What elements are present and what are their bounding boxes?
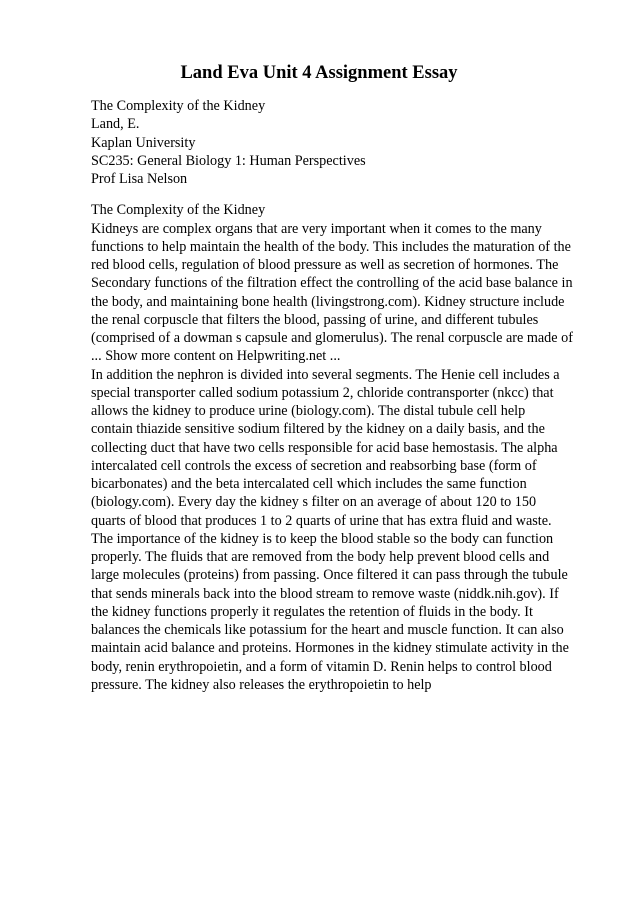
text-line: body, renin erythropoietin, and a form of vitamin D. Renin helps to control blood [91, 658, 552, 675]
document-title: Land Eva Unit 4 Assignment Essay [180, 63, 458, 83]
header-author: Land, E. [91, 116, 140, 133]
text-line: (biology.com). Every day the kidney s filter on an average of about 120 to 150 [91, 494, 537, 511]
text-line: (comprised of a dowman s capsule and glomerulus). The renal corpuscle are made of [91, 330, 573, 346]
essay-heading: The Complexity of the Kidney [91, 202, 266, 219]
document-body [91, 97, 603, 694]
text-line: the kidney functions properly it regulates the retention of fluids in the body. It [91, 603, 533, 620]
text-line: balances the chemicals like potassium for the heart and muscle function. It can also [91, 622, 564, 638]
text-line: properly. The fluids that are removed from the body help prevent blood cells and [91, 549, 550, 565]
text-line: large molecules (proteins) from passing. Once filtered it can pass through the tubule [91, 567, 568, 584]
paragraph-gap [91, 188, 603, 201]
header-essay-title: The Complexity of the Kidney [91, 98, 266, 114]
text-line: the renal corpuscle that filters the blood, passing of urine, and different tubules [91, 311, 539, 328]
text-line: that sends minerals back into the blood stream to remove waste (niddk.nih.gov). If [91, 585, 559, 602]
text-line: maintain acid balance and proteins. Hormones in the kidney stimulate activity in the [91, 640, 569, 657]
text-line: the body, and maintaining bone health (livingstrong.com). Kidney structure include [91, 293, 565, 310]
text-line: functions to help maintain the health of the body. This includes the maturation of the [91, 238, 571, 255]
text-line: contain thiazide sensitive sodium filtered by the kidney on a daily basis, and the [91, 421, 545, 438]
header-instructor: Prof Lisa Nelson [91, 171, 188, 187]
text-line: Secondary functions of the filtration effect the controlling of the acid base balance in [91, 275, 573, 292]
text-line: special transporter called sodium potassium 2, chloride contransporter (nkcc) that [91, 384, 554, 401]
header-course: SC235: General Biology 1: Human Perspectives [91, 152, 366, 169]
text-line: pressure. The kidney also releases the erythropoietin to help [91, 676, 432, 693]
text-line: quarts of blood that produces 1 to 2 quarts of urine that has extra fluid and waste. [91, 512, 552, 529]
text-line: collecting duct that have two cells responsible for acid base hemostasis. The alpha [91, 439, 558, 456]
text-line: The importance of the kidney is to keep the blood stable so the body can function [91, 530, 554, 547]
text-line: intercalated cell controls the excess of secretion and reabsorbing base (form of [91, 457, 537, 474]
text-line: In addition the nephron is divided into several segments. The Henie cell includes a [91, 366, 560, 383]
header-block [91, 97, 603, 188]
text-line: allows the kidney to produce urine (biology.com). The distal tubule cell help [91, 403, 526, 419]
text-line: bicarbonates) and the beta intercalated cell which includes the same function [91, 476, 527, 492]
show-more-link[interactable]: ... Show more content on Helpwriting.net ... [91, 348, 341, 365]
text-line: Kidneys are complex organs that are very important when it comes to the many [91, 220, 542, 237]
essay-text [91, 201, 603, 694]
text-line: red blood cells, regulation of blood pressure as well as secretion of hormones. The [91, 257, 559, 273]
header-institution: Kaplan University [91, 134, 196, 151]
